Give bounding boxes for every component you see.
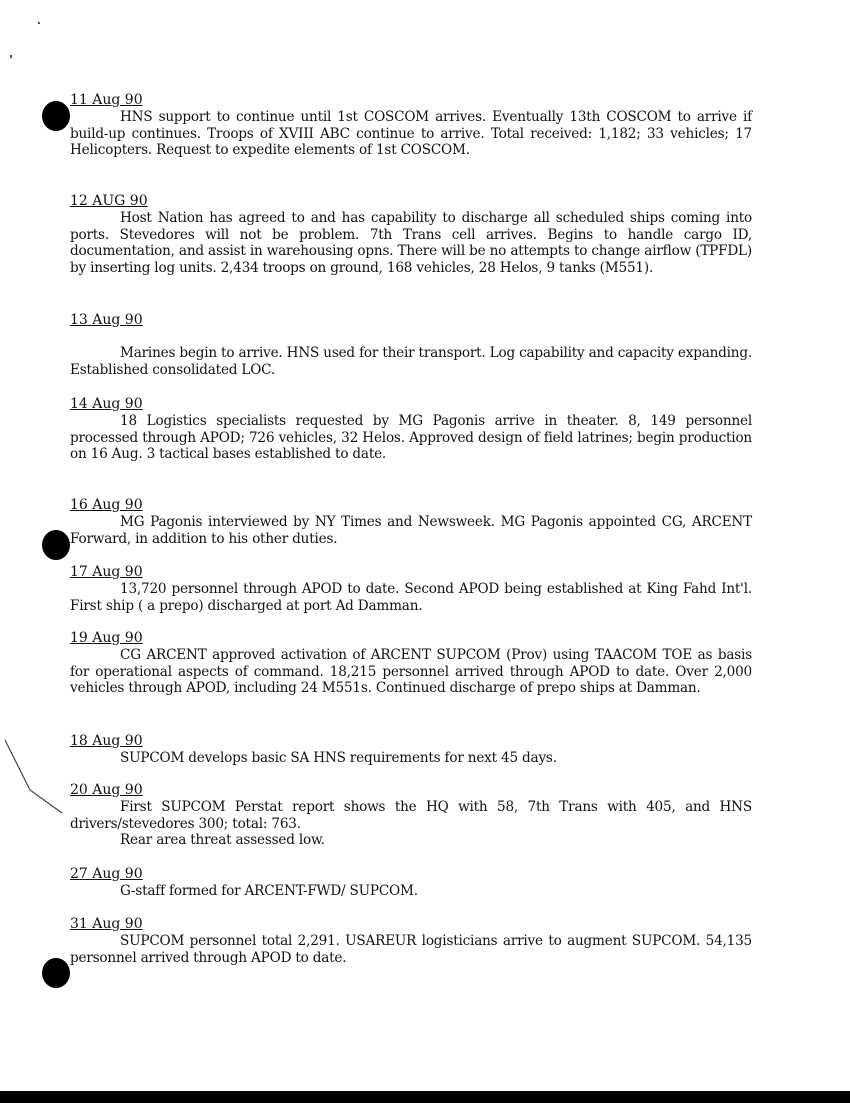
log-entry [70, 916, 752, 966]
scan-edge-bar [0, 1091, 850, 1103]
entry-date: 31 Aug 90 [70, 916, 143, 932]
punch-hole [42, 101, 70, 131]
entry-text: CG ARCENT approved activation of ARCENT SUPCOM (Prov) using TAACOM TOE as basis for operational aspects of command. 18,215 personnel arrived through APOD to date. Over 2,000 vehicles through APOD, including 24 M551s. Continued discharge of prepo ships at Damman. [70, 647, 752, 697]
entry-date: 19 Aug 90 [70, 630, 143, 646]
entry-date: 27 Aug 90 [70, 866, 143, 882]
log-entry [70, 866, 752, 900]
entry-date: 11 Aug 90 [70, 92, 143, 108]
log-entry [70, 782, 752, 849]
entry-text: Marines begin to arrive. HNS used for their transport. Log capability and capacity expanding. Established consolidated LOC. [70, 345, 752, 378]
log-entry [70, 630, 752, 697]
scan-speck [38, 22, 40, 24]
log-entry [70, 564, 752, 614]
entry-text-continued: Rear area threat assessed low. [120, 832, 325, 849]
entry-text: 13,720 personnel through APOD to date. Second APOD being established at King Fahd Int'l. First ship ( a prepo) discharged at port Ad Damman. [70, 581, 752, 614]
log-entry [70, 193, 752, 276]
entry-text: SUPCOM develops basic SA HNS requirements for next 45 days. [120, 750, 557, 766]
entry-text: First SUPCOM Perstat report shows the HQ with 58, 7th Trans with 405, and HNS drivers/stevedores 300; total: 763. [70, 799, 752, 832]
entry-date: 12 AUG 90 [70, 193, 148, 209]
punch-hole [42, 958, 70, 988]
entry-date: 16 Aug 90 [70, 497, 143, 513]
entry-date: 14 Aug 90 [70, 396, 143, 412]
log-entry [70, 733, 752, 767]
entry-text: Host Nation has agreed to and has capability to discharge all scheduled ships coming into ports. Stevedores will not be problem. 7th Trans cell arrives. Begins to handle cargo ID, documentation, and assist in warehousing opns. There will be no attempts to change airflow (TPFDL) by inserting log units. 2,434 troops on ground, 168 vehicles, 28 Helos, 9 tanks (M551). [70, 210, 752, 276]
log-entry [70, 396, 752, 463]
entry-date: 17 Aug 90 [70, 564, 143, 580]
entry-text: SUPCOM personnel total 2,291. USAREUR logisticians arrive to augment SUPCOM. 54,135 personnel arrived through APOD to date. [70, 933, 752, 966]
log-entry [70, 92, 752, 159]
punch-hole [42, 530, 70, 560]
pen-stroke-mark [0, 735, 80, 825]
log-entry [70, 497, 752, 547]
scan-speck [10, 55, 12, 58]
entry-text: G-staff formed for ARCENT-FWD/ SUPCOM. [120, 883, 418, 899]
log-entry [70, 312, 752, 378]
entry-text: HNS support to continue until 1st COSCOM arrives. Eventually 13th COSCOM to arrive if build-up continues. Troops of XVIII ABC continue to arrive. Total received: 1,182; 33 vehicles; 17 Helicopters. Request to expedite elements of 1st COSCOM. [70, 109, 752, 159]
entry-text: MG Pagonis interviewed by NY Times and Newsweek. MG Pagonis appointed CG, ARCENT Forward, in addition to his other duties. [70, 514, 752, 547]
entry-date: 20 Aug 90 [70, 782, 143, 798]
entry-date: 13 Aug 90 [70, 312, 143, 328]
entry-date: 18 Aug 90 [70, 733, 143, 749]
entry-text: 18 Logistics specialists requested by MG Pagonis arrive in theater. 8, 149 personnel processed through APOD; 726 vehicles, 32 Helos. Approved design of field latrines; begin production on 16 Aug. 3 tactical bases established to date. [70, 413, 752, 463]
